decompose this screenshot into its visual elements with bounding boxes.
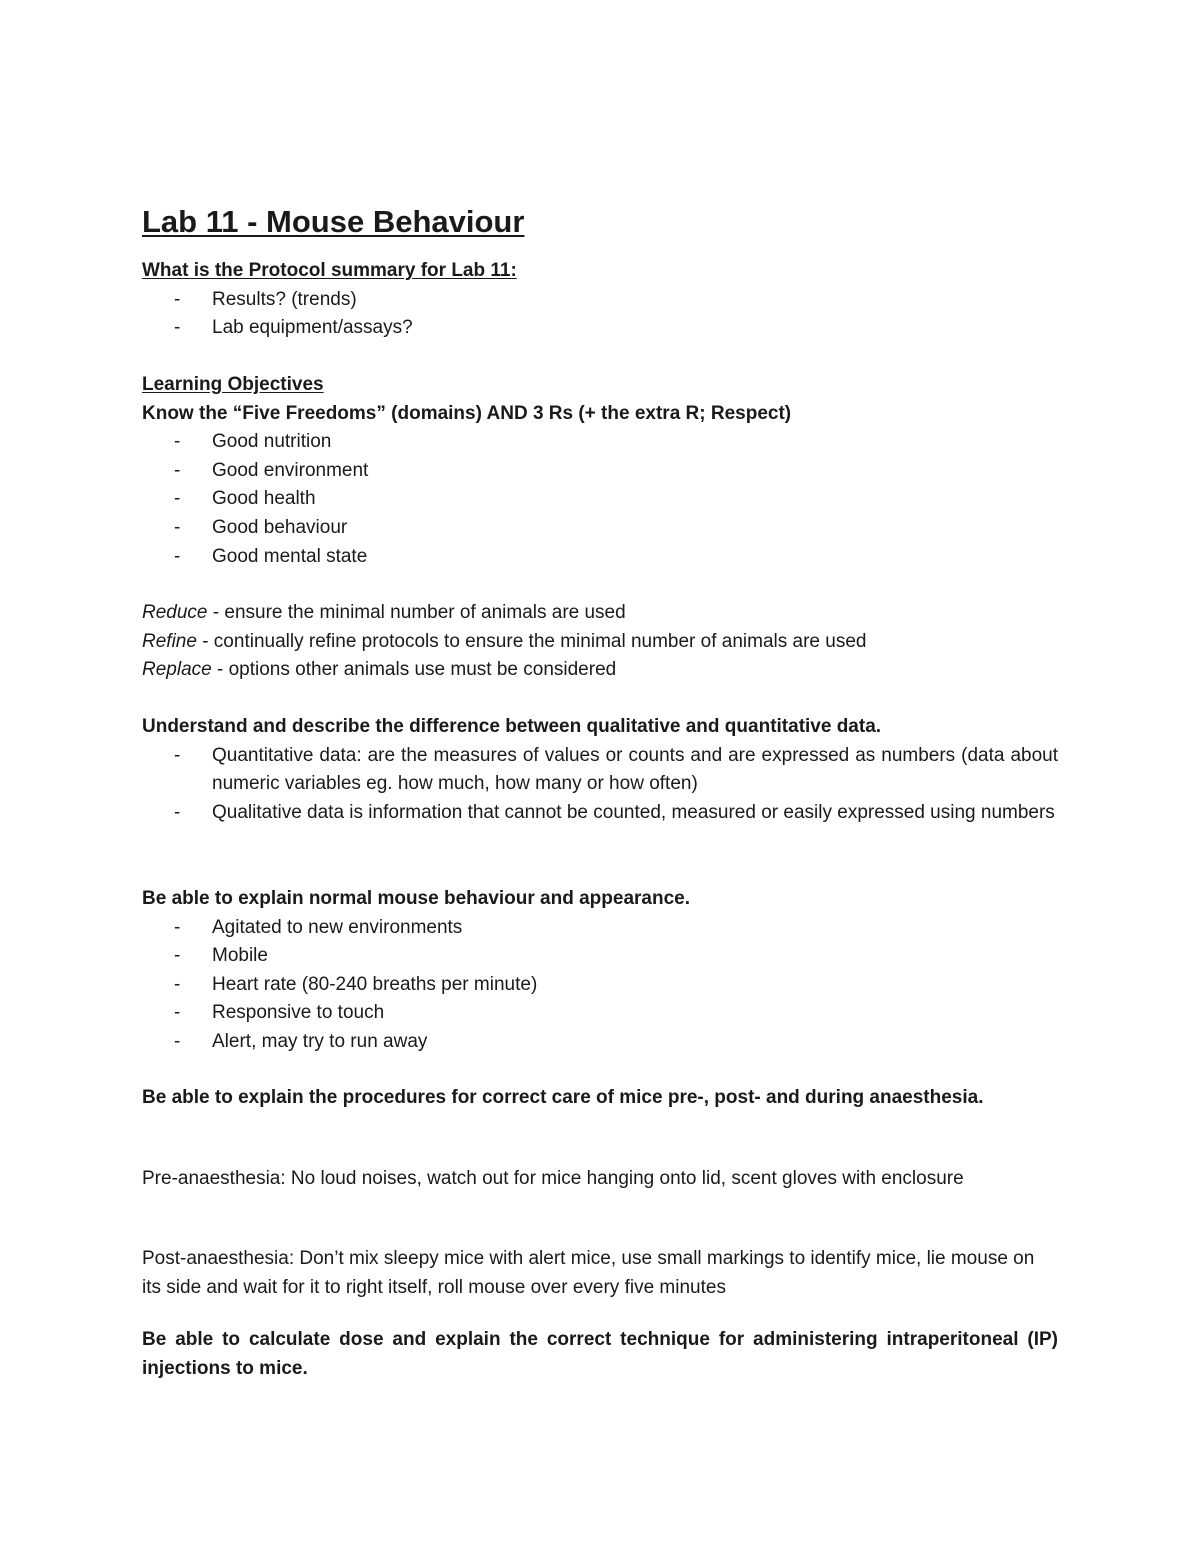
data-types-section: [142, 713, 1058, 827]
three-rs-section: [142, 599, 1058, 685]
list-item: - Alert, may try to run away: [142, 1028, 1058, 1057]
rs-text: - continually refine protocols to ensure the minimal number of animals are used: [196, 630, 867, 652]
rs-refine: [142, 628, 1058, 657]
anaesthesia-section: [142, 1084, 1058, 1113]
protocol-list: [142, 286, 1058, 343]
pre-anaesthesia-text: Pre-anaesthesia: No loud noises, watch out for mice hanging onto lid, scent gloves with enclosure: [142, 1168, 964, 1189]
rs-replace: [142, 656, 1058, 685]
list-item: - Mobile: [142, 942, 1058, 971]
pre-anaesthesia-block: [142, 1165, 1058, 1194]
normal-behaviour-section: [142, 885, 1058, 1057]
injection-heading: Be able to calculate dose and explain the correct technique for administering intraperitoneal (IP) injections to mice.: [142, 1329, 1058, 1379]
rs-reduce: [142, 599, 1058, 628]
rs-term: Replace: [142, 659, 212, 681]
list-item: - Quantitative data: are the measures of values or counts and are expressed as numbers (data about numeric variables eg. how much, how many or how often): [142, 742, 1058, 799]
list-item: - Heart rate (80-240 breaths per minute): [142, 971, 1058, 1000]
post-anaesthesia-text: Post-anaesthesia: Don’t mix sleepy mice with alert mice, use small markings to identify mice, lie mouse on its side and wait for it to right itself, roll mouse over every five minutes: [142, 1248, 1035, 1298]
list-item: - Good nutrition: [142, 428, 1058, 457]
list-item: - Responsive to touch: [142, 999, 1058, 1028]
list-item: - Good mental state: [142, 543, 1058, 572]
list-item: - Qualitative data is information that cannot be counted, measured or easily expressed using numbers: [142, 799, 1058, 828]
list-item: - Results? (trends): [142, 286, 1058, 315]
list-item: - Lab equipment/assays?: [142, 314, 1058, 343]
objectives-section: [142, 371, 1058, 571]
post-anaesthesia-block: [142, 1245, 1058, 1302]
list-item: - Good health: [142, 485, 1058, 514]
anaesthesia-heading: Be able to explain the procedures for correct care of mice pre-, post- and during anaesthesia.: [142, 1087, 984, 1108]
rs-text: - ensure the minimal number of animals are used: [207, 602, 626, 623]
data-types-list: [142, 742, 1058, 828]
protocol-heading: What is the Protocol summary for Lab 11:: [142, 260, 517, 281]
data-types-heading: Understand and describe the difference between qualitative and quantitative data.: [142, 716, 882, 737]
protocol-section: [142, 257, 1058, 343]
list-item: - Good behaviour: [142, 514, 1058, 543]
normal-behaviour-heading: Be able to explain normal mouse behaviour and appearance.: [142, 888, 690, 909]
rs-term: Reduce: [142, 602, 208, 623]
objectives-heading: Learning Objectives: [142, 374, 324, 395]
list-item: - Good environment: [142, 457, 1058, 486]
rs-term: Refine: [142, 630, 197, 652]
list-item: - Agitated to new environments: [142, 914, 1058, 943]
injection-section: [142, 1326, 1058, 1383]
freedoms-heading: Know the “Five Freedoms” (domains) AND 3 Rs (+ the extra R; Respect): [142, 402, 792, 424]
rs-text: - options other animals use must be considered: [211, 659, 617, 681]
document-title: Lab 11 - Mouse Behaviour: [142, 204, 525, 239]
normal-behaviour-list: [142, 914, 1058, 1057]
freedoms-list: [142, 428, 1058, 571]
